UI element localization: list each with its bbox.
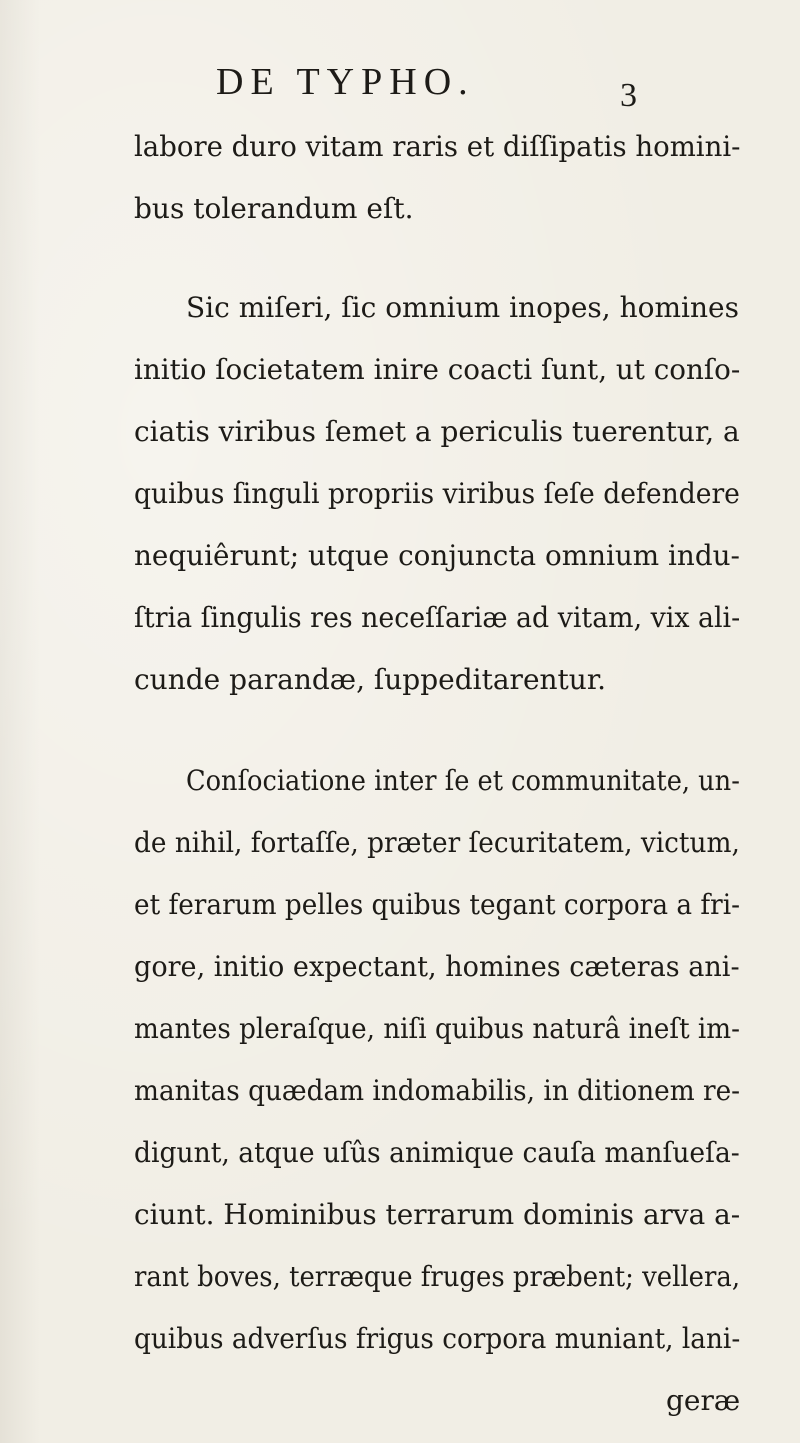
- text-line: Sic miſeri, ſic omnium inopes, homines: [186, 291, 739, 324]
- page-number: 3: [620, 77, 637, 114]
- text-line: bus tolerandum eſt.: [134, 192, 414, 225]
- text-line: de nihil, fortaſſe, præter ſecuritatem, victum,: [134, 826, 740, 859]
- text-line: Conſociatione inter ſe et communitate, un-: [186, 764, 740, 797]
- text-line: digunt, atque uſûs animique cauſa manſueſa-: [134, 1136, 740, 1169]
- text-line: initio ſocietatem inire coacti ſunt, ut conſo-: [134, 353, 741, 386]
- running-title: DE TYPHO.: [216, 61, 475, 103]
- text-line: rant boves, terræque fruges præbent; vellera,: [134, 1260, 741, 1293]
- text-line: cunde parandæ, ſuppeditarentur.: [134, 663, 607, 696]
- text-line: quibus ſinguli propriis viribus ſeſe defendere: [134, 477, 740, 510]
- catchword: geræ: [666, 1384, 741, 1417]
- text-line: manitas quædam indomabilis, in ditionem re-: [134, 1074, 741, 1107]
- text-line: et ferarum pelles quibus tegant corpora a fri-: [134, 888, 741, 921]
- text-line: ciunt. Hominibus terrarum dominis arva a-: [134, 1198, 741, 1231]
- text-line: quibus adverſus frigus corpora muniant, lani-: [134, 1322, 741, 1355]
- text-line: nequiêrunt; utque conjuncta omnium indu-: [134, 539, 740, 572]
- text-line: labore duro vitam raris et diſſipatis homini-: [134, 130, 741, 163]
- text-line: gore, initio expectant, homines cæteras ani-: [134, 950, 740, 983]
- text-line: ciatis viribus ſemet a periculis tuerentur, a: [134, 415, 740, 448]
- text-line: mantes pleraſque, niſi quibus naturâ ineſt im-: [134, 1012, 740, 1045]
- text-line: ſtria ſingulis res neceſſariæ ad vitam, vix ali-: [134, 601, 741, 634]
